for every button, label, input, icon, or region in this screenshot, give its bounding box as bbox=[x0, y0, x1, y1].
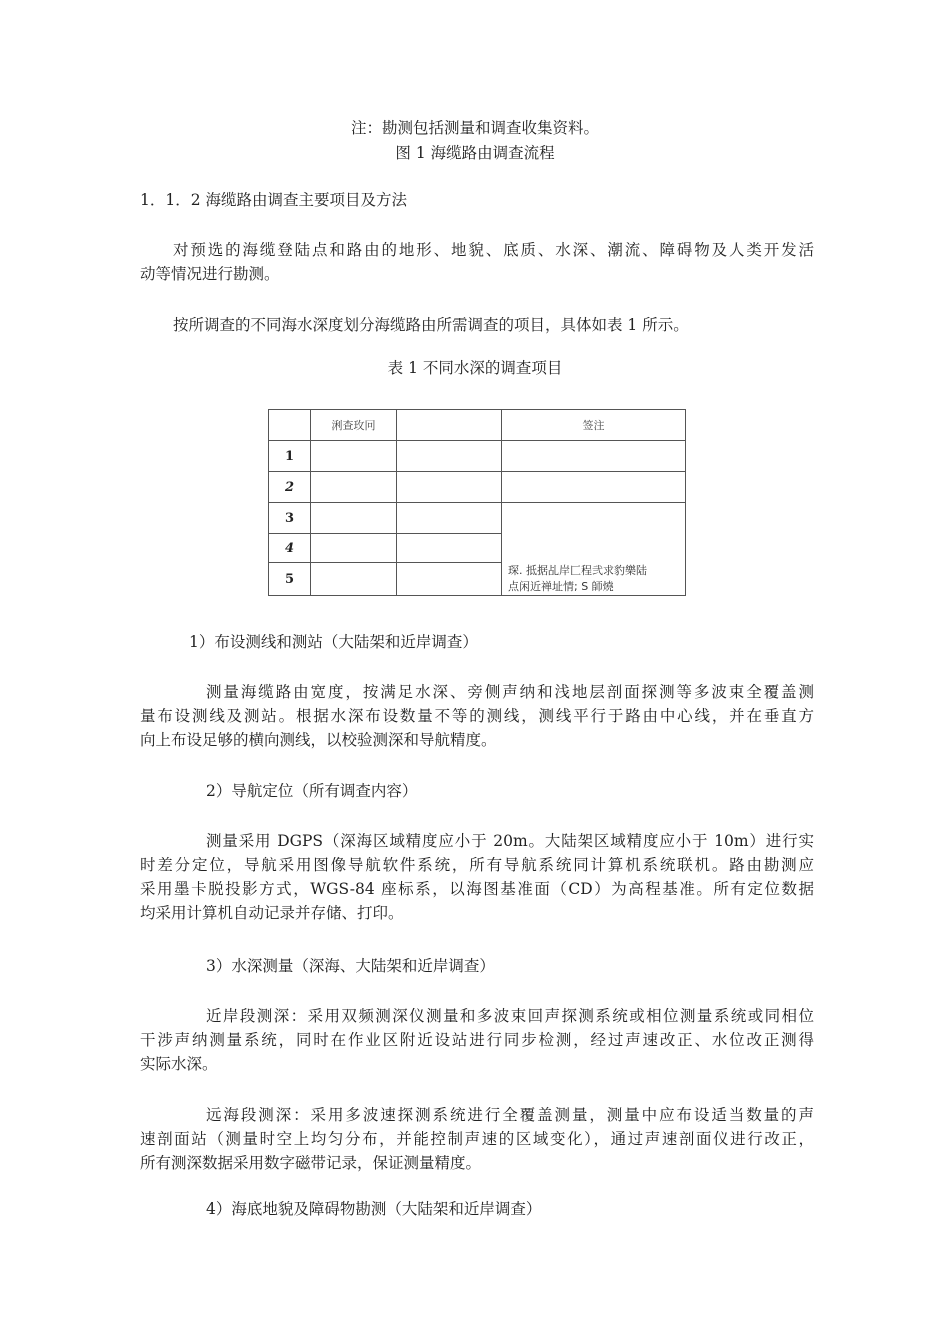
survey-table bbox=[268, 409, 686, 596]
paragraph-line: 所有测深数据采用数字磁带记录，保证测量精度。 bbox=[140, 1154, 482, 1172]
header-cell: 浰查玫冋 bbox=[311, 410, 397, 441]
header-cell: 签注 bbox=[502, 410, 686, 441]
table-header-row bbox=[269, 410, 686, 441]
table-note-line: 琛. 抵据乩岸匚程弐求豹樂陆 bbox=[508, 564, 647, 577]
table-cell bbox=[311, 534, 397, 563]
figure-note: 注：勘测包括测量和调查收集资料。 bbox=[350, 119, 599, 137]
paragraph-line: 近岸段测深：采用双频测深仪测量和多波束回声探测系统或相位测量系统或同相位 bbox=[206, 1007, 814, 1025]
paragraph-line: 均采用计算机自动记录并存储、打印。 bbox=[140, 904, 404, 922]
paragraph-line: 时差分定位，导航采用图像导航软件系统，所有导航系统同计算机系统联机。路由勘测应 bbox=[140, 856, 814, 874]
item-1-paragraph bbox=[140, 680, 814, 752]
table-cell bbox=[311, 441, 397, 472]
row-number: 1 bbox=[269, 441, 311, 472]
table-row bbox=[269, 472, 686, 503]
row-number: 3 bbox=[269, 503, 311, 534]
figure-caption: 图 1 海缆路由调查流程 bbox=[395, 144, 555, 162]
paragraph-line: 对预选的海缆登陆点和路由的地形、地貌、底质、水深、潮流、障碍物及人类开发活 bbox=[173, 241, 814, 259]
row-number: 5 bbox=[269, 563, 311, 596]
table-cell bbox=[397, 472, 502, 503]
paragraph-line: 远海段测深：采用多波速探测系统进行全覆盖测量，测量中应布设适当数量的声 bbox=[206, 1106, 814, 1124]
row-number: 2 bbox=[269, 472, 311, 503]
intro-paragraph-1 bbox=[140, 238, 814, 286]
paragraph-line: 实际水深。 bbox=[140, 1055, 218, 1073]
paragraph-line: 速剖面站（测量时空上均匀分布，并能控制声速的区域变化），通过声速剖面仪进行改正， bbox=[140, 1130, 814, 1148]
item-2-heading: 2）导航定位（所有调查内容） bbox=[206, 782, 418, 800]
table-cell bbox=[502, 472, 686, 503]
item-3-paragraph-2 bbox=[140, 1103, 814, 1175]
item-3-heading: 3）水深测量（深海、大陆架和近岸调查） bbox=[206, 957, 495, 975]
section-heading: 1．1．2 海缆路由调查主要项目及方法 bbox=[140, 191, 408, 209]
table-cell bbox=[397, 563, 502, 596]
table-note-cell bbox=[502, 503, 686, 596]
intro-paragraph-2: 按所调查的不同海水深度划分海缆路由所需调查的项目，具体如表 1 所示。 bbox=[173, 316, 689, 334]
table-cell bbox=[311, 563, 397, 596]
paragraph-line: 测量海缆路由宽度，按满足水深、旁侧声纳和浅地层剖面探测等多波束全覆盖测 bbox=[206, 683, 814, 701]
paragraph-line: 测量采用 DGPS（深海区域精度应小于 20m。大陆架区域精度应小于 10m）进行实 bbox=[206, 832, 814, 850]
item-3-paragraph-1 bbox=[140, 1004, 814, 1076]
table-cell bbox=[502, 441, 686, 472]
table-note-line: 点闲近禅址情; S 師燒 bbox=[508, 580, 614, 593]
row-number: 4 bbox=[269, 534, 311, 563]
table-row bbox=[269, 441, 686, 472]
header-cell bbox=[269, 410, 311, 441]
table-cell bbox=[311, 472, 397, 503]
paragraph-line: 干涉声纳测量系统，同时在作业区附近设站进行同步检测，经过声速改正、水位改正测得 bbox=[140, 1031, 814, 1049]
table-cell bbox=[397, 503, 502, 534]
table-row bbox=[269, 503, 686, 534]
item-1-heading: 1）布设测线和测站（大陆架和近岸调查） bbox=[189, 633, 478, 651]
paragraph-line: 采用墨卡脱投影方式，WGS-84 座标系，以海图基准面（CD）为高程基准。所有定位数据 bbox=[140, 880, 814, 898]
header-cell bbox=[397, 410, 502, 441]
table-cell bbox=[397, 441, 502, 472]
paragraph-line: 向上布设足够的横向测线，以校验测深和导航精度。 bbox=[140, 731, 497, 749]
item-2-paragraph bbox=[140, 829, 814, 925]
table-cell bbox=[397, 534, 502, 563]
table-cell bbox=[311, 503, 397, 534]
paragraph-line: 量布设测线及测站。根据水深布设数量不等的测线，测线平行于路由中心线，并在垂直方 bbox=[140, 707, 814, 725]
paragraph-line: 动等情况进行勘测。 bbox=[140, 265, 280, 283]
item-4-heading: 4）海底地貌及障碍物勘测（大陆架和近岸调查） bbox=[206, 1200, 542, 1218]
table-caption: 表 1 不同水深的调查项目 bbox=[387, 359, 563, 377]
